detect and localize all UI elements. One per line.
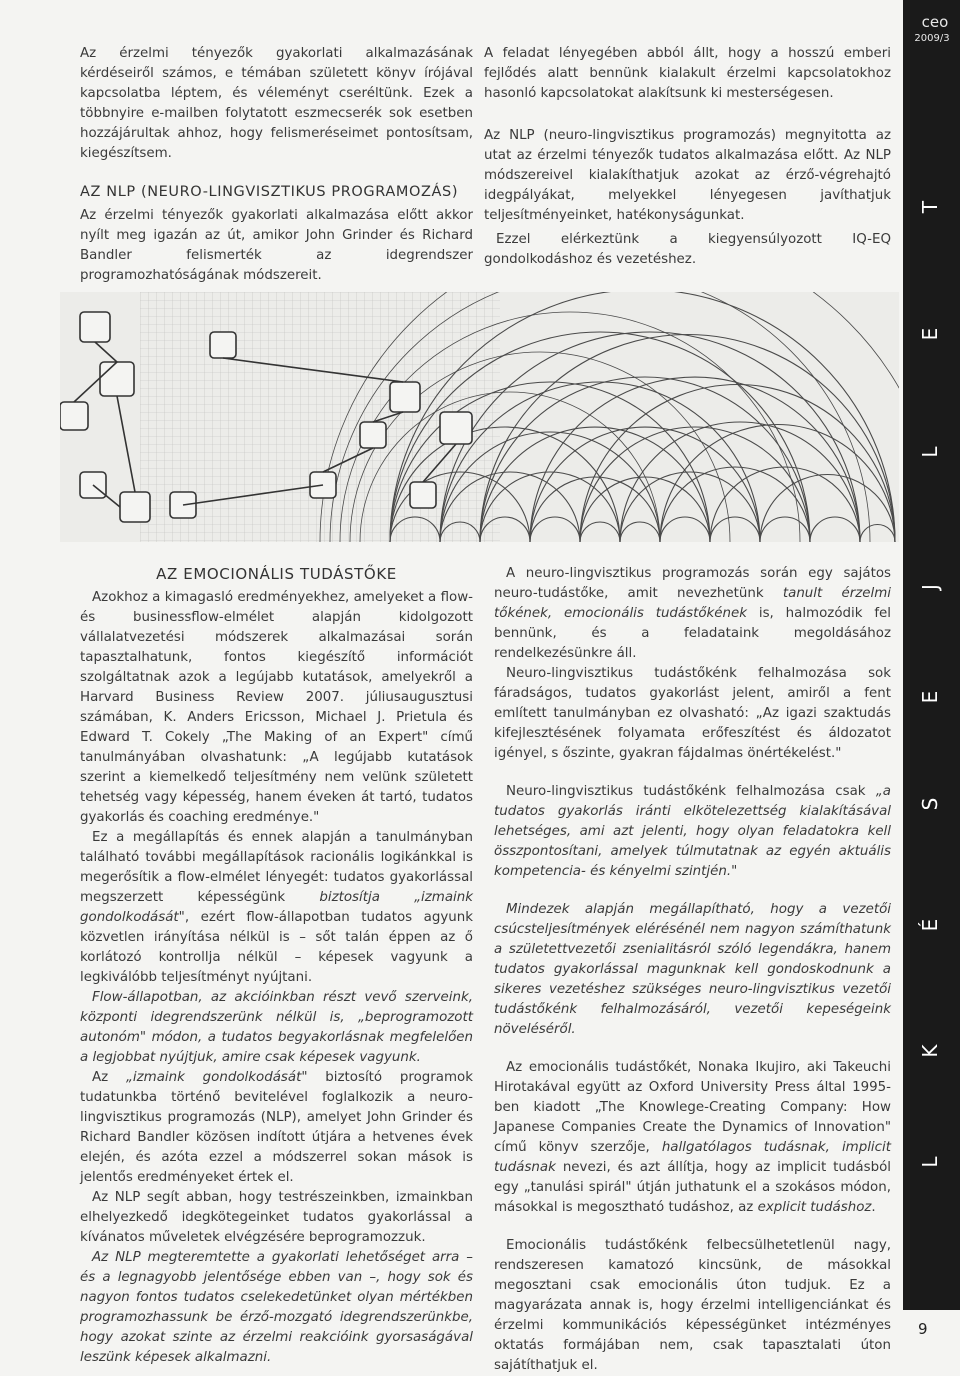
sidebar-letter: E (918, 690, 942, 704)
paragraph: Neuro-lingvisztikus tudástőkénk felhalmozása sok fáradságos, tudatos gyakorlást jelent, amiről a fent említett tanulmányban ez olvasható: „Az igazi szaktudás kifejlesztésének folyamata erőfeszítést és áldozatot igényel, s őszinte, gyakran fájdalmas önértékelést." (494, 666, 891, 761)
network-illustration (60, 292, 899, 542)
top-left-column (80, 44, 473, 298)
nlp-heading: AZ NLP (NEURO-LINGVISZTIKUS PROGRAMOZÁS) (80, 184, 459, 200)
issue-number: 2009/3 (914, 33, 950, 44)
paragraph: Neuro-lingvisztikus tudástőkénk felhalmozása csak „a tudatos gyakorlás iránti elkötelezettség kialakításával lehetséges, ami azt jelenti, hogy olyan feladatokra kell összpontosítani, amelyek túlmutatnak az egyén aktuális kompetencia- és kényelmi szintjén." (494, 784, 891, 879)
paragraph: Mindezek alapján megállapítható, hogy a vezetői csúcsteljesítmények elérésénél nem nagyon számíthatunk a születettvezetői zsenialitásról szóló legendákra, hanem tudatos gyakorlással magunknak kell gondoskodnunk a sikeres vezetéshez szükséges neuro-lingvisztikus vezetői tudástőkénk felhalmozásáról, vezetői kepeségeink növeléséről. (494, 902, 891, 1037)
paragraph: Azokhoz a kimagasló eredményekhez, amelyeket a flow- és businessflow-elmélet alapján kidolgozott vállalatvezetési módszerek alkalmazásai során tapasztalhatunk, fontos kiegészítő információt szolgáltatnak azok a legújabb kutatások, amelyekről a Harvard Business Review 2007. júliusaugusztusi számában, K. Anders Ericsson, Michael J. Prietula és Edward T. Cokely „The Making of an Expert" című tanulmányában olvashatunk: „A legújabb kutatások szerint a kiemelkedő teljesítmény nem velünk született tehetség vagy képesség, hanem éveken át tartó, tudatos gyakorlás és coaching eredménye." (80, 590, 473, 825)
page-number: 9 (918, 1320, 928, 1338)
sidebar-letter: J (918, 584, 942, 590)
sidebar-letter: É (918, 918, 942, 932)
sidebar-letter: K (918, 1044, 942, 1058)
paragraph: Az „izmaink gondolkodását" biztosító programok tudatunkba történő bevitelével foglalkozik a neuro-lingvisztikus programozás (NLP), amelyet John Grinder és Richard Bandler közösen indított útjára a hetvenes évek elején, és azóta ezzel a módszerrel sokan mások is jelentős eredményeket értek el. (80, 1070, 473, 1185)
paragraph: Ezzel elérkeztünk a kiegyensúlyozott IQ-EQ gondolkodáshoz és vezetéshez. (484, 232, 891, 267)
sidebar-letter: T (918, 200, 942, 214)
paragraph: Flow-állapotban, az akcióinkban részt vevő szerveink, központi idegrendszerünk nélkül is, „beprogramozott autonóm" módon, a tudatos begyakorlásnak megfelelően a legjobbat nyújtjuk, amire csak képesek vagyunk. (80, 990, 473, 1065)
emotional-capital-heading: AZ EMOCIONÁLIS TUDÁSTŐKE (156, 565, 397, 583)
nlp-paragraph: Az érzelmi tényezők gyakorlati alkalmazása előtt akkor nyílt meg igazán az út, amikor John Grinder és Richard Bandler felismerték az idegrendszer programozhatóságának módszereit. (80, 208, 473, 283)
magazine-logo: ceo (921, 13, 949, 31)
paragraph: Az NLP megteremtette a gyakorlati lehetőséget arra – és a legnagyobb jelentősége ebben van –, hogy sok és nagyon fontos tudatos cselekedetünket olyan mértékben programozhassunk be érző-mozgató idegrendszerünkbe, hogy azokat szinte az érzelmi reakcióink gyorsaságával leszünk képesek alkalmazni. (80, 1250, 473, 1365)
network-arcs-image (60, 292, 899, 542)
paragraph: A neuro-lingvisztikus programozás során egy sajátos neuro-tudástőke, amit nevezhetünk tanult érzelmi tőkének, emocionális tudástőkének is, halmozódik fel bennünk, és a feladataink megoldásához rendelkezésünkre áll. (494, 566, 891, 661)
sidebar-letter: L (918, 446, 942, 458)
sidebar-letter: S (918, 797, 942, 811)
intro-paragraph: Az érzelmi tényezők gyakorlati alkalmazásának kérdéseiről számos, e témában született könyv írójával kapcsolatba léptem, és véleményt cseréltünk. Ezek a többnyire e-mailben folytatott eszmecserék sok esetben hozzájárultak ahhoz, hogy felismeréseimet pontosítsam, kiegészítsem. (80, 46, 473, 161)
sidebar-letter: E (918, 327, 942, 341)
bottom-right-column (494, 564, 891, 1376)
top-right-column (484, 44, 891, 270)
sidebar-letter: L (918, 1156, 942, 1168)
paragraph: Az NLP segít abban, hogy testrészeinkben, izmainkban elhelyezkedő idegkötegeinket tudatos gyakorlással a kívánatos műveletek elvégzésére beprogramozzuk. (80, 1190, 473, 1245)
bottom-left-column (80, 564, 473, 1368)
paragraph: Ez a megállapítás és ennek alapján a tanulmányban található további megállapítások racionális logikánkkal is megerősítik a flow-elmélet lényegét: tudatos gyakorlással megszerzett képességünk biztosítja „izmaink gondolkodását", ezért flow-állapotban tudatos agyunk közvetlen irányítása nélkül is – sőt talán éppen az ő korlátozó kontrollja nélkül – képesek vagyunk a legkiválóbb teljesítményt nyújtani. (80, 830, 473, 985)
paragraph: Az emocionális tudástőkét, Nonaka Ikujiro, aki Takeuchi Hirotakával együtt az Oxford University Press által 1995-ben kiadott „The Knowlege-Creating Company: How Japanese Companies Create the Dynamics of Innovation" című könyv szerzője, hallgatólagos tudásnak, implicit tudásnak nevezi, és azt állítja, hogy az implicit tudásból egy „tanulási spirál" útján juthatunk el a szokásos módon, másokkal is megosztható tudáshoz, az explicit tudáshoz. (494, 1060, 891, 1215)
paragraph: Az NLP (neuro-lingvisztikus programozás) megnyitotta az utat az érzelmi tényezők tudatos alkalmazása előtt. Az NLP módszereivel kialakíthatjuk azokat az érző-végrehajtó idegpályákat, melyekkel lényegesen javíthatjuk teljesítményeinket, hatékonyságunkat. (484, 128, 891, 223)
paragraph: Emocionális tudástőkénk felbecsülhetetlenül nagy, rendszeresen kamatozó kincsünk, de másokkal megosztani csak emocionális úton tudjuk. Ez a magyarázata annak is, hogy érzelmi intelligenciánkat és érzelmi kommunikációs képességünket intézményes oktatás formájában nem, csak tapasztalati úton sajátíthatjuk el. (494, 1238, 891, 1373)
paragraph: A feladat lényegében abból állt, hogy a hosszú emberi fejlődés alatt bennünk kialakult érzelmi kapcsolatokhoz hasonló kapcsolatokat alakítsunk ki mesterségesen. (484, 46, 891, 101)
